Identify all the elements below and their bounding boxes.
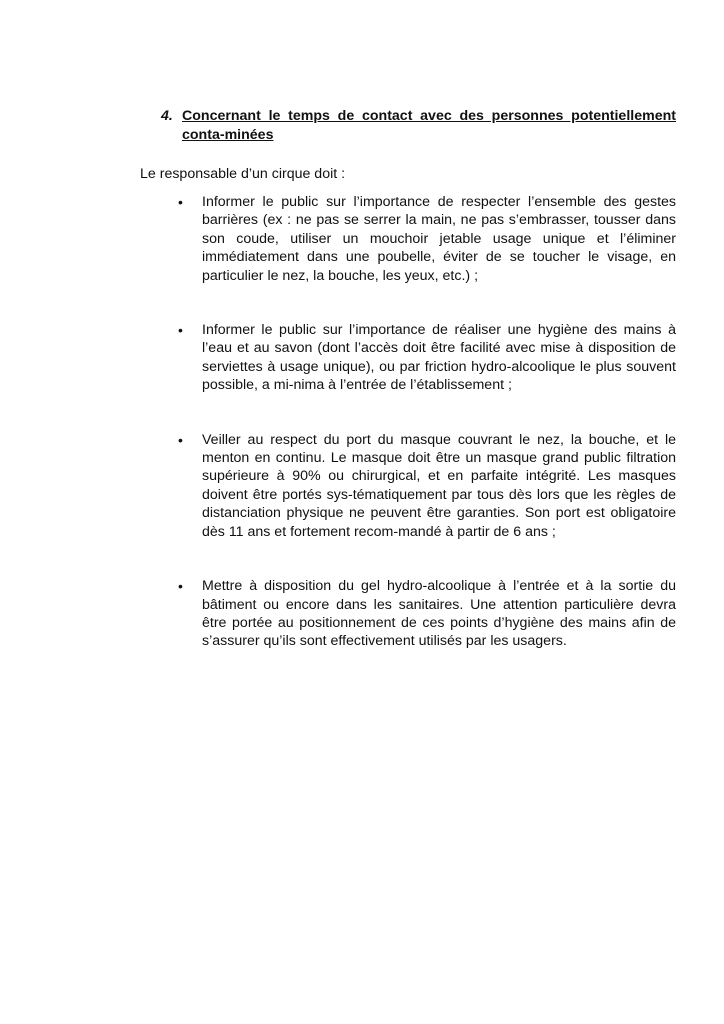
obligations-list <box>178 193 678 687</box>
list-item-text: Informer le public sur l’importance de respecter l’ensemble des gestes barrières (ex : ne pas se serrer la main, ne pas s’embrasser, tousser dans son coude, utiliser un mouchoir jetable usage unique et l’éliminer immédiatement dans une poubelle, éviter de se toucher le visage, en particulier le nez, la bouche, les yeux, etc.) ; <box>202 194 676 284</box>
list-item <box>178 193 678 285</box>
section-title: Concernant le temps de contact avec des personnes potentiellement conta-minées <box>182 108 676 143</box>
bullet-icon: • <box>178 322 183 339</box>
list-item <box>178 577 678 651</box>
list-item <box>178 431 678 541</box>
section-number: 4. <box>161 108 173 124</box>
list-item-text: Mettre à disposition du gel hydro-alcoolique à l’entrée et à la sortie du bâtiment ou encore dans les sanitaires. Une attention particulière devra être portée au positionnement de ces points d’hygiène des mains afin de s’assurer qu’ils sont effectivement utilisés par les usagers. <box>202 578 676 650</box>
bullet-icon: • <box>178 194 183 210</box>
section-heading <box>161 107 676 145</box>
list-item <box>178 321 678 395</box>
list-item-text: Informer le public sur l’importance de réaliser une hygiène des mains à l’eau et au savon (dont l’accès doit être facilité avec mise à disposition de serviettes à usage unique), ou par friction hydro-alcoolique le plus souvent possible, a mi-nima à l’entrée de l’établissement ; <box>202 322 676 394</box>
bullet-icon: • <box>178 578 183 595</box>
bullet-icon: • <box>178 431 183 448</box>
intro-paragraph: Le responsable d’un cirque doit : <box>140 166 346 182</box>
list-item-text: Veiller au respect du port du masque couvrant le nez, la bouche, et le menton en continu. Le masque doit être un masque grand public filtration supérieure à 90% ou chirurgical, et en parfaite intégrité. Les masques doivent être portés sys-tématiquement par tous dès lors que les règles de distanciation physique ne peuvent être garanties. Son port est obligatoire dès 11 ans et fortement recom-mandé à partir de 6 ans ; <box>202 431 676 540</box>
